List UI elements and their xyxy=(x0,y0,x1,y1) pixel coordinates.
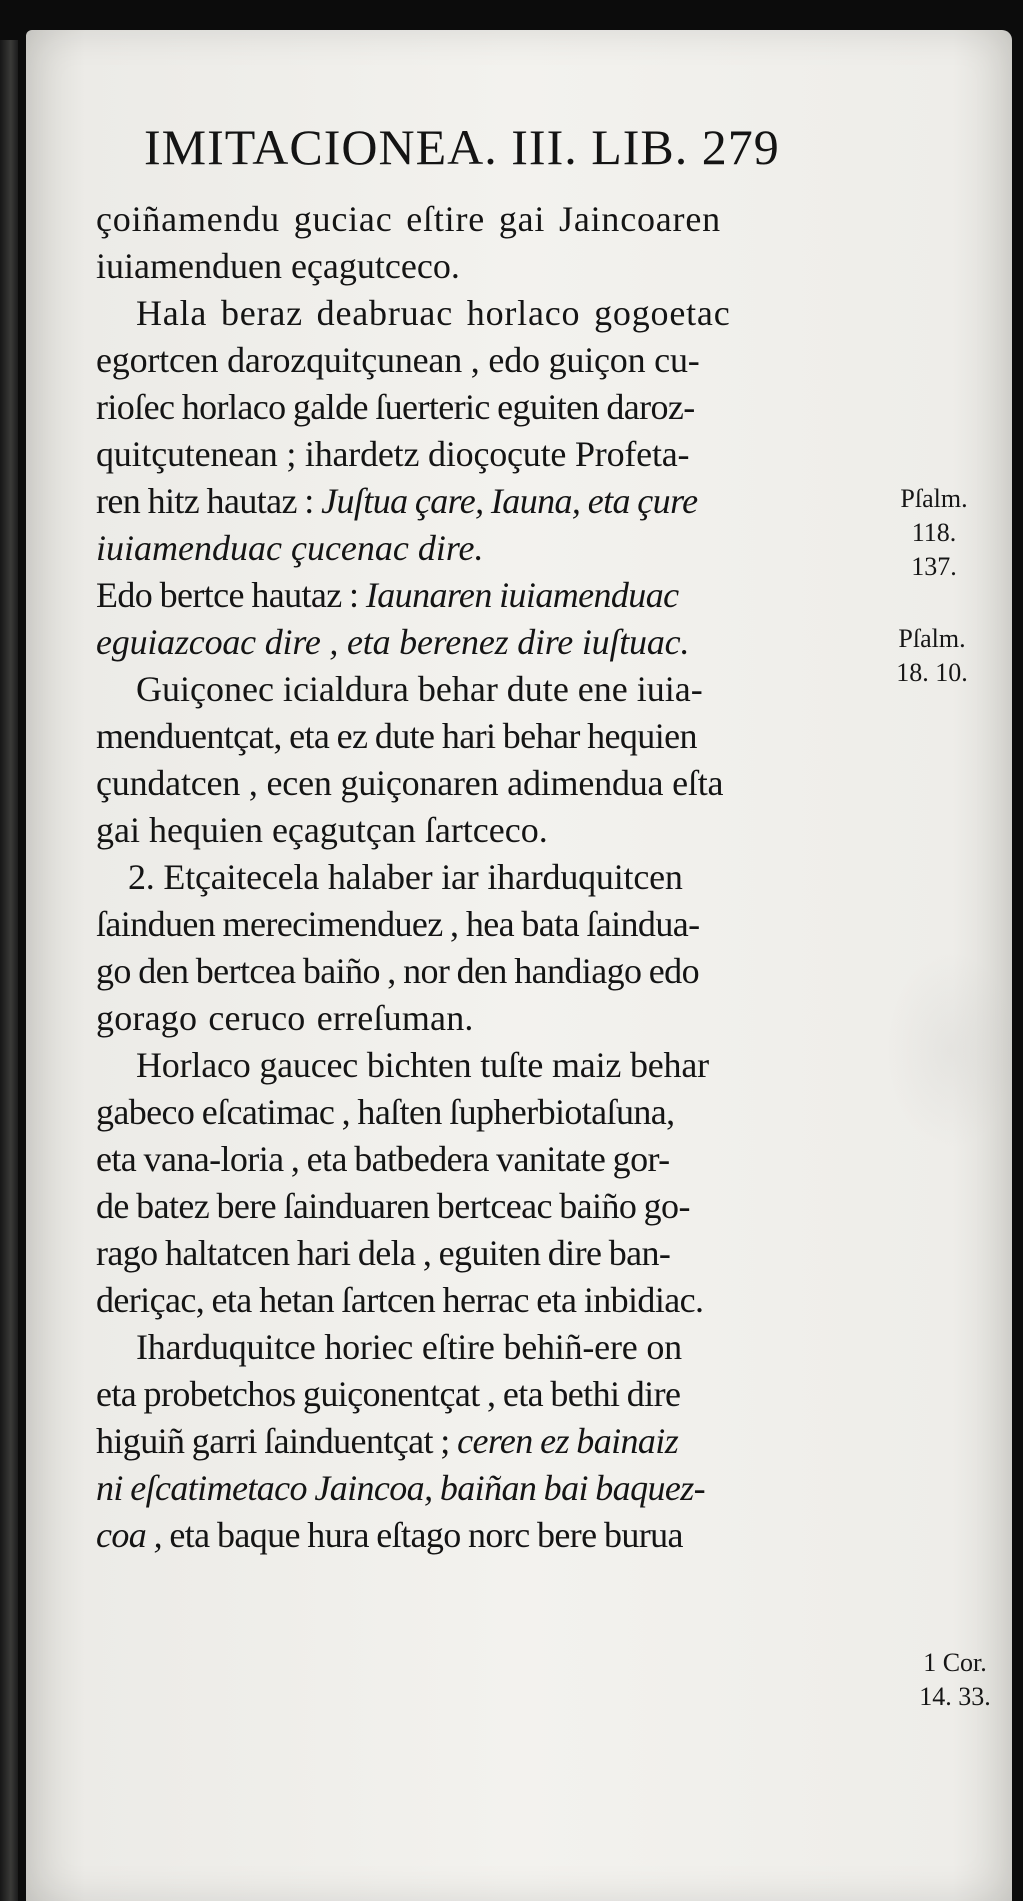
text-line: rago haltatcen hari dela , eguiten dire ban- xyxy=(96,1233,671,1273)
ink-bleed xyxy=(886,950,1012,1150)
margin-note-line: Pſalm. xyxy=(898,624,966,653)
margin-note-line: 18. 10. xyxy=(896,658,968,687)
margin-note-psalm-118 xyxy=(874,482,994,584)
text-line xyxy=(96,1418,886,1465)
text-line: deriçac, eta hetan ſartcen herrac eta inbidiac. xyxy=(96,1280,704,1320)
margin-note-line: 137. xyxy=(911,552,957,581)
scripture-quote: eguiazcoac dire , eta berenez dire iuſtuac. xyxy=(96,622,690,662)
scripture-quote: iuiamenduac çucenac dire. xyxy=(96,528,484,568)
text-line: eta probetchos guiçonentçat , eta bethi dire xyxy=(96,1374,681,1414)
margin-note-line: 118. xyxy=(911,518,957,547)
margin-note-psalm-18 xyxy=(872,622,992,690)
text-line: Iharduquitce horiec eſtire behiñ-ere on xyxy=(136,1327,682,1367)
running-header-text: IMITACIONEA. III. LIB. 279 xyxy=(144,119,780,175)
text-line: gorago ceruco erreſuman. xyxy=(96,998,474,1038)
page-body xyxy=(96,196,886,1559)
text-line: çoiñamendu guciac eſtire gai Jaincoaren xyxy=(96,199,721,239)
text-line xyxy=(96,572,886,619)
scripture-quote: Juſtua çare, Iauna, eta çure xyxy=(321,481,698,521)
text-line xyxy=(96,1512,886,1559)
scripture-quote: ceren ez bainaiz xyxy=(457,1421,679,1461)
margin-note-line: 1 Cor. xyxy=(923,1648,987,1677)
text-line: egortcen darozquitçunean , edo guiçon cu- xyxy=(96,340,700,380)
text-segment: eta baque hura eſtago norc bere burua xyxy=(169,1515,683,1555)
text-segment: Edo bertce hautaz : xyxy=(96,575,359,615)
text-segment: higuiñ garri ſainduentçat ; xyxy=(96,1421,450,1461)
text-line: iuiamenduen eçagutceco. xyxy=(96,246,460,286)
text-line xyxy=(96,478,886,525)
text-line: menduentçat, eta ez dute hari behar hequien xyxy=(96,716,697,756)
text-line: Horlaco gaucec bichten tuſte maiz behar xyxy=(136,1045,709,1085)
text-line: Hala beraz deabruac horlaco gogoetac xyxy=(136,293,731,333)
book-page xyxy=(26,30,1012,1901)
text-line: çundatcen , ecen guiçonaren adimendua eſta xyxy=(96,763,724,803)
scripture-quote: ni eſcatimetaco Jaincoa, baiñan bai baquez- xyxy=(96,1468,706,1508)
text-line: quitçutenean ; ihardetz dioçoçute Profeta- xyxy=(96,434,690,474)
running-header xyxy=(144,118,780,176)
text-line: gai hequien eçagutçan ſartceco. xyxy=(96,810,548,850)
scripture-quote: coa , xyxy=(96,1515,162,1555)
text-line: Guiçonec icialdura behar dute ene iuia- xyxy=(136,669,703,709)
text-line: eta vana-loria , eta batbedera vanitate gor- xyxy=(96,1139,670,1179)
margin-note-corinthians xyxy=(890,1646,1012,1714)
adjacent-page-edge xyxy=(0,40,18,1901)
scripture-quote: Iaunaren iuiamenduac xyxy=(365,575,679,615)
text-line: 2. Etçaitecela halaber iar iharduquitcen xyxy=(128,857,683,897)
text-line: de batez bere ſainduaren bertceac baiño go- xyxy=(96,1186,690,1226)
text-line: gabeco eſcatimac , haſten ſupherbiotaſuna, xyxy=(96,1092,675,1132)
text-segment: ren hitz hautaz : xyxy=(96,481,314,521)
margin-note-line: 14. 33. xyxy=(919,1682,991,1711)
text-line: ſainduen merecimenduez , hea bata ſaindua- xyxy=(96,904,700,944)
text-line: rioſec horlaco galde ſuerteric eguiten daroz- xyxy=(96,387,695,427)
text-line: go den bertcea baiño , nor den handiago edo xyxy=(96,951,699,991)
margin-note-line: Pſalm. xyxy=(900,484,968,513)
